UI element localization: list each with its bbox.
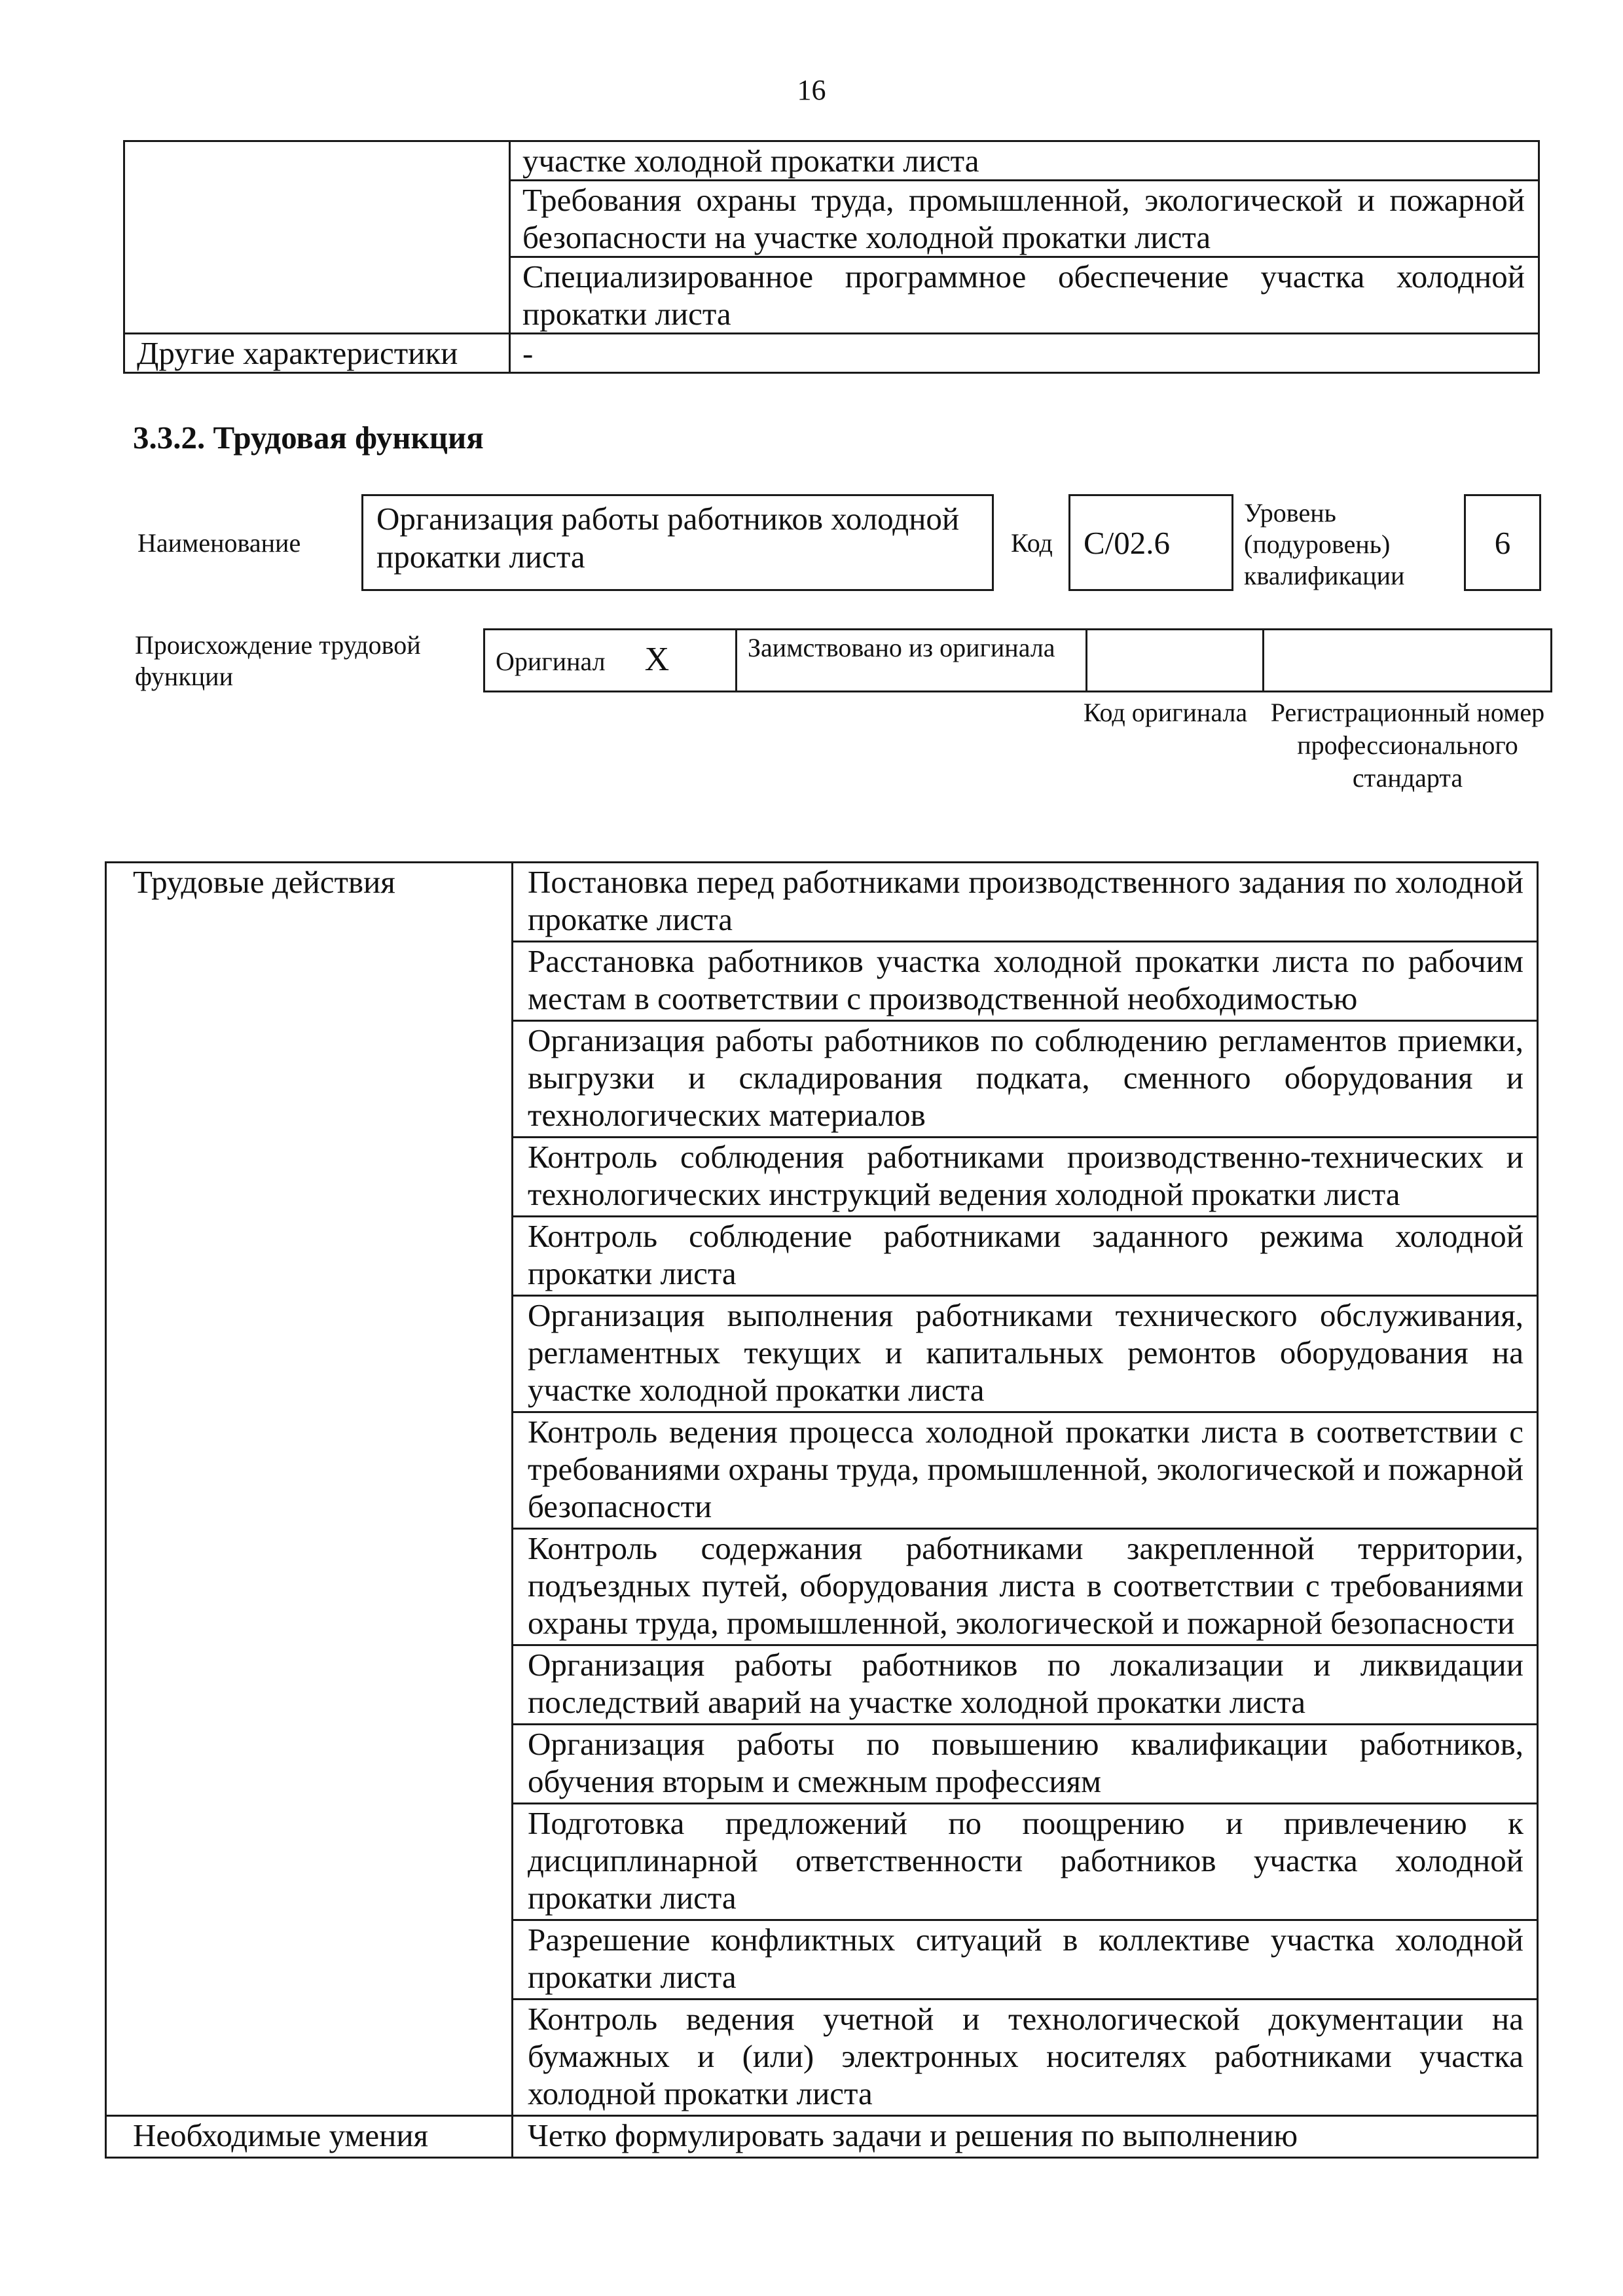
- labor-action: Контроль ведения процесса холодной прокатки листа в соответствии с требованиями охраны труда, промышленной, экологической и пожарной безопасности: [513, 1412, 1538, 1529]
- labor-action: Подготовка предложений по поощрению и привлечению к дисциплинарной ответственности работников участка холодной прокатки листа: [513, 1804, 1538, 1920]
- labor-action: Организация выполнения работниками технического обслуживания, регламентных текущих и капитальных ремонтов оборудования на участке холодной прокатки листа: [513, 1296, 1538, 1412]
- labor-action: Постановка перед работниками производственного задания по холодной прокатке листа: [513, 863, 1538, 942]
- original-code-cell: [1087, 630, 1264, 692]
- table-row: [106, 2116, 1538, 2158]
- table-cell: Требования охраны труда, промышленной, экологической и пожарной безопасности на участке холодной прокатки листа: [510, 181, 1539, 257]
- labor-action: Организация работы работников по соблюдению регламентов приемки, выгрузки и складирования подката, сменного оборудования и технологических материалов: [513, 1021, 1538, 1138]
- labor-action: Контроль соблюдения работниками производственно-технических и технологических инструкций ведения холодной прокатки листа: [513, 1138, 1538, 1217]
- registration-number-cell: [1264, 630, 1552, 692]
- labor-action: Разрешение конфликтных ситуаций в коллективе участка холодной прокатки листа: [513, 1920, 1538, 2000]
- code-caption: Код оригинала: [1083, 698, 1248, 727]
- page-number: 16: [797, 74, 826, 106]
- origin-label: Происхождение трудовой функции: [135, 630, 421, 691]
- code-label: Код: [1011, 528, 1053, 558]
- other-characteristics-value: -: [510, 334, 1539, 373]
- table-row: [106, 863, 1538, 942]
- original-mark: X: [644, 640, 670, 678]
- original-label: Оригинал: [496, 646, 606, 676]
- code-value-box: С/02.6: [1068, 494, 1233, 591]
- labor-action: Организация работы работников по локализации и ликвидации последствий аварий на участке холодной прокатки листа: [513, 1645, 1538, 1725]
- table-row: [124, 334, 1539, 373]
- other-characteristics-label: Другие характеристики: [124, 334, 510, 373]
- labor-actions-label: Трудовые действия: [106, 863, 513, 2116]
- table-cell: Специализированное программное обеспечение участка холодной прокатки листа: [510, 257, 1539, 334]
- registration-caption: Регистрационный номер профессионального стандарта: [1270, 698, 1545, 793]
- empty-label-cell: [124, 141, 510, 334]
- origin-table: [483, 628, 1552, 692]
- labor-action: Контроль содержания работниками закрепленной территории, подъездных путей, оборудования листа в соответствии с требованиями охраны труда, промышленной, экологической и пожарной безопасности: [513, 1529, 1538, 1645]
- labor-action: Контроль соблюдение работниками заданного режима холодной прокатки листа: [513, 1217, 1538, 1296]
- level-value-box: 6: [1464, 494, 1541, 591]
- top-continuation-table: [123, 140, 1540, 374]
- original-cell: [484, 630, 737, 692]
- level-label: Уровень (подуровень) квалификации: [1244, 498, 1405, 590]
- table-row: [124, 141, 1539, 181]
- skills-label: Необходимые умения: [106, 2116, 513, 2158]
- section-heading: 3.3.2. Трудовая функция: [133, 420, 484, 456]
- labor-action: Расстановка работников участка холодной прокатки листа по рабочим местам в соответствии с производственной необходимостью: [513, 942, 1538, 1021]
- labor-action: Контроль ведения учетной и технологической документации на бумажных и (или) электронных носителях работниками участка холодной прокатки листа: [513, 2000, 1538, 2116]
- function-name-box: Организация работы работников холодной прокатки листа: [361, 494, 994, 591]
- name-label: Наименование: [137, 528, 301, 558]
- labor-function-table: [105, 861, 1539, 2159]
- table-cell: участке холодной прокатки листа: [510, 141, 1539, 181]
- labor-action: Организация работы по повышению квалификации работников, обучения вторым и смежным профессиям: [513, 1725, 1538, 1804]
- table-row: [484, 630, 1552, 692]
- borrowed-label: Заимствовано из оригинала: [737, 630, 1087, 692]
- skill-item: Четко формулировать задачи и решения по выполнению: [513, 2116, 1538, 2158]
